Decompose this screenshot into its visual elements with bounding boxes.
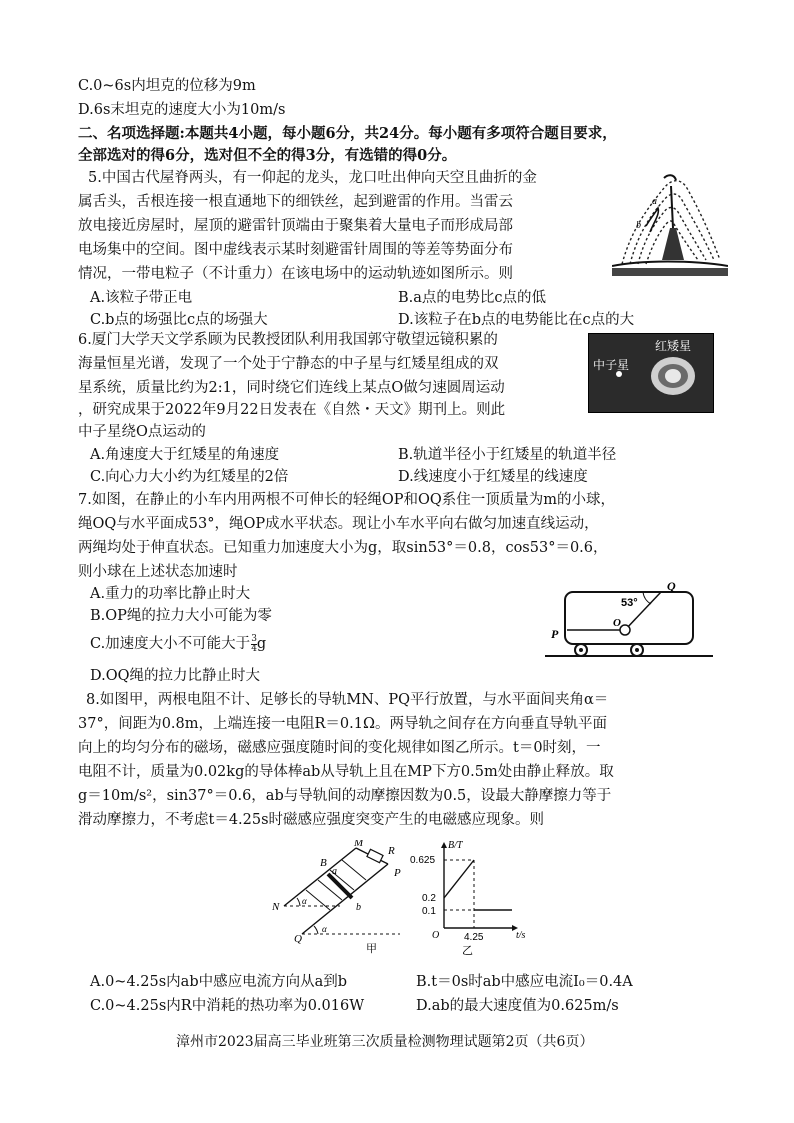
fig8a-label-q: Q (294, 933, 302, 945)
fig8a-label-m: M (354, 840, 364, 849)
fig8a-label-a: a (332, 866, 337, 877)
fig7-angle: 53° (621, 597, 638, 609)
q7-g: g (256, 636, 267, 652)
q4-option-d: D.6s末坦克的速度大小为10m/s (78, 102, 286, 118)
q6-stem-2: 海量恒星光谱，发现了一个处于宁静态的中子星与红矮星组成的双 (78, 356, 499, 372)
q7-option-c-text: C.加速度大小不可能大于 (90, 636, 251, 652)
q7-option-a: A.重力的功率比静止时大 (90, 586, 251, 602)
q4-option-c: C.0~6s内坦克的位移为9m (78, 78, 256, 94)
q8-stem-2: 37°，间距为0.8m，上端连接一电阻R＝0.1Ω。两导轨之间存在方向垂直导轨平面 (78, 716, 608, 732)
fig8a-label-b-field: B (320, 857, 327, 869)
fig8a-alpha-2: α (302, 896, 307, 906)
q7-option-c (90, 634, 266, 654)
q7-option-d: D.OQ绳的拉力比静止时大 (90, 668, 260, 684)
q8-stem-6: 滑动摩擦力，不考虑t＝4.25s时磁感应强度突变产生的电磁感应现象。则 (78, 812, 545, 828)
section-heading-1: 二、名项选择题:本题共4小题，每小题6分，共24分。每小题有多项符合题目要求， (78, 125, 617, 142)
q5-option-a: A.该粒子带正电 (90, 290, 193, 306)
fig7-label-q: Q (667, 580, 676, 593)
q5-option-c: C.b点的场强比c点的场强大 (90, 312, 268, 328)
q6-stem-3: 星系统，质量比约为2:1，同时绕它们连线上某点O做匀速圆周运动 (78, 380, 505, 396)
q6-stem-4: ，研究成果于2022年9月22日发表在《自然・天文》期刊上。则此 (78, 402, 506, 418)
q7-stem-1: 7.如图，在静止的小车内用两根不可伸长的轻绳OP和OQ系住一顶质量为m的小球， (78, 492, 615, 508)
graph-x-tick-1: 4.25 (464, 932, 484, 943)
q5-option-d: D.该粒子在b点的电势能比在c点的大 (398, 312, 635, 328)
q5-stem-4: 电场集中的空间。图中虚线表示某时刻避雷针周围的等差等势面分布 (78, 242, 513, 258)
q5-stem-3: 放电接近房屋时，屋顶的避雷针顶端由于聚集着大量电子而形成局部 (78, 218, 513, 234)
q5-stem-5: 情况，一带电粒子（不计重力）在该电场中的运动轨迹如图所示。则 (78, 266, 513, 282)
fig8a-label-p: P (394, 867, 401, 879)
section-heading-2: 全部选对的得6分，选对但不全的得3分，有选错的得0分。 (78, 147, 457, 164)
q8-option-d: D.ab的最大速度值为0.625m/s (416, 998, 619, 1014)
lightning-rod-figure (612, 168, 728, 276)
q8-option-c: C.0~4.25s内R中消耗的热功率为0.016W (90, 998, 365, 1014)
fig5-label-b: b (636, 220, 641, 231)
page-footer: 漳州市2023届高三毕业班第三次质量检测物理试题第2页（共6页） (176, 1034, 594, 1050)
q5-stem-1: 5.中国古代屋脊两头，有一仰起的龙头，龙口吐出伸向天空且曲折的金 (88, 170, 537, 186)
fig8a-caption: 甲 (366, 943, 377, 955)
rails-figure (270, 840, 420, 958)
q7-option-b: B.OP绳的拉力大小可能为零 (90, 608, 272, 624)
b-t-graph-figure (404, 838, 534, 958)
fig7-label-p: P (551, 627, 559, 641)
fig8a-label-r: R (388, 845, 395, 857)
q8-stem-1: 8.如图甲，两根电阻不计、足够长的导轨MN、PQ平行放置，与水平面间夹角α＝ (86, 692, 609, 708)
binary-star-photo (588, 333, 714, 413)
q6-stem-1: 6.厦门大学天文学系顾为民教授团队利用我国郭守敬望远镜积累的 (78, 332, 498, 348)
q8-option-a: A.0~4.25s内ab中感应电流方向从a到b (90, 974, 348, 990)
neutron-star-label: 中子星 (593, 358, 630, 372)
fig8a-label-b: b (356, 902, 361, 913)
q6-stem-5: 中子星绕O点运动的 (78, 424, 206, 440)
q8-stem-5: g＝10m/s²，sin37°＝0.6，ab与导轨间的动摩擦因数为0.5，设最大静摩擦力等于 (78, 788, 612, 804)
graph-caption: 乙 (462, 945, 473, 957)
q7-frac-den: 4 (251, 643, 257, 654)
red-dwarf-label: 红矮星 (655, 339, 692, 353)
q8-option-b: B.t＝0s时ab中感应电流I₀＝0.4A (416, 974, 633, 990)
q5-stem-2: 属舌头，舌根连接一根直通地下的细铁丝，起到避雷的作用。当雷云 (78, 194, 513, 210)
graph-y-tick-3: 0.1 (422, 906, 436, 917)
cart-figure (545, 580, 715, 662)
graph-y-tick-2: 0.2 (422, 893, 436, 904)
fig8a-alpha-1: α (322, 924, 327, 934)
graph-xlabel: t/s (516, 930, 526, 941)
fig5-label-a: a (652, 196, 657, 207)
q7-frac-num: 3 (251, 633, 257, 644)
graph-origin: O (432, 930, 440, 941)
q7-stem-4: 则小球在上述状态加速时 (78, 564, 238, 580)
q6-option-b: B.轨道半径小于红矮星的轨道半径 (398, 447, 617, 463)
q8-stem-4: 电阻不计，质量为0.02kg的导体棒ab从导轨上且在MP下方0.5m处由静止释放。取 (78, 764, 614, 780)
graph-ylabel: B/T (448, 840, 463, 851)
q7-stem-3: 两绳均处于伸直状态。已知重力加速度大小为g，取sin53°＝0.8，cos53°＝0.6， (78, 540, 608, 556)
q6-option-d: D.线速度小于红矮星的线速度 (398, 469, 588, 485)
fig8a-label-n: N (272, 901, 280, 913)
q5-option-b: B.a点的电势比c点的低 (398, 290, 547, 306)
q7-stem-2: 绳OQ与水平面成53°，绳OP成水平状态。现让小车水平向右做匀加速直线运动， (78, 516, 599, 532)
graph-y-tick-1: 0.625 (410, 855, 436, 866)
q6-option-a: A.角速度大于红矮星的角速度 (90, 447, 280, 463)
q6-option-c: C.向心力大小约为红矮星的2倍 (90, 469, 289, 485)
fig7-label-o: O (613, 617, 621, 629)
q8-stem-3: 向上的均匀分布的磁场，磁感应强度随时间的变化规律如图乙所示。t＝0时刻，一 (78, 740, 601, 756)
